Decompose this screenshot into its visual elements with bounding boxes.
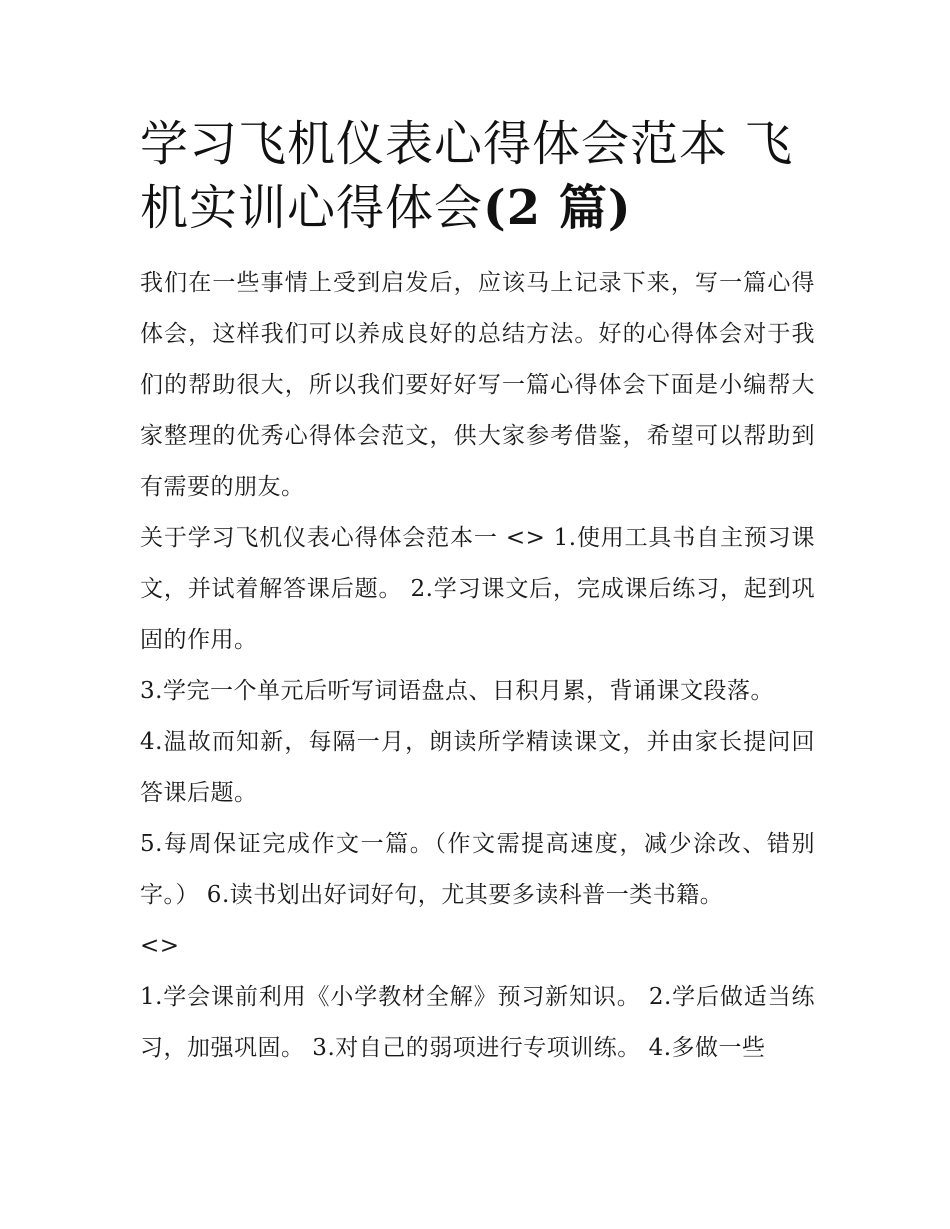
paragraph-second-list: 1.学会课前利用《小学教材全解》预习新知识。 2.学后做适当练习，加强巩固。 3.对自己的弱项进行专项训练。 4.多做一些	[140, 984, 815, 1061]
paragraph-item-5-6: 5.每周保证完成作文一篇。（作文需提高速度，减少涂改、错别字。） 6.读书划出好词好句，尤其要多读科普一类书籍。	[140, 831, 815, 908]
intro-paragraph: 我们在一些事情上受到启发后，应该马上记录下来，写一篇心得体会，这样我们可以养成良好的总结方法。好的心得体会对于我们的帮助很大，所以我们要好好写一篇心得体会下面是小编帮大家整理的优秀心得体会范文，供大家参考借鉴，希望可以帮助到有需要的朋友。	[140, 270, 815, 500]
paragraph-separator: <>	[140, 933, 180, 959]
document-title-suffix: (2 篇)	[483, 180, 632, 236]
document-title	[140, 112, 815, 240]
document-body	[140, 112, 815, 1074]
paragraph-sample-one: 关于学习飞机仪表心得体会范本一 <> 1.使用工具书自主预习课文，并试着解答课后题。 2.学习课文后，完成课后练习，起到巩固的作用。	[140, 525, 815, 653]
paragraph-item-4: 4.温故而知新，每隔一月，朗读所学精读课文，并由家长提问回答课后题。	[140, 729, 815, 806]
paragraph-item-3: 3.学完一个单元后听写词语盘点、日积月累，背诵课文段落。	[140, 678, 774, 704]
document-title-main: 学习飞机仪表心得体会范本 飞机实训心得体会	[140, 116, 794, 236]
